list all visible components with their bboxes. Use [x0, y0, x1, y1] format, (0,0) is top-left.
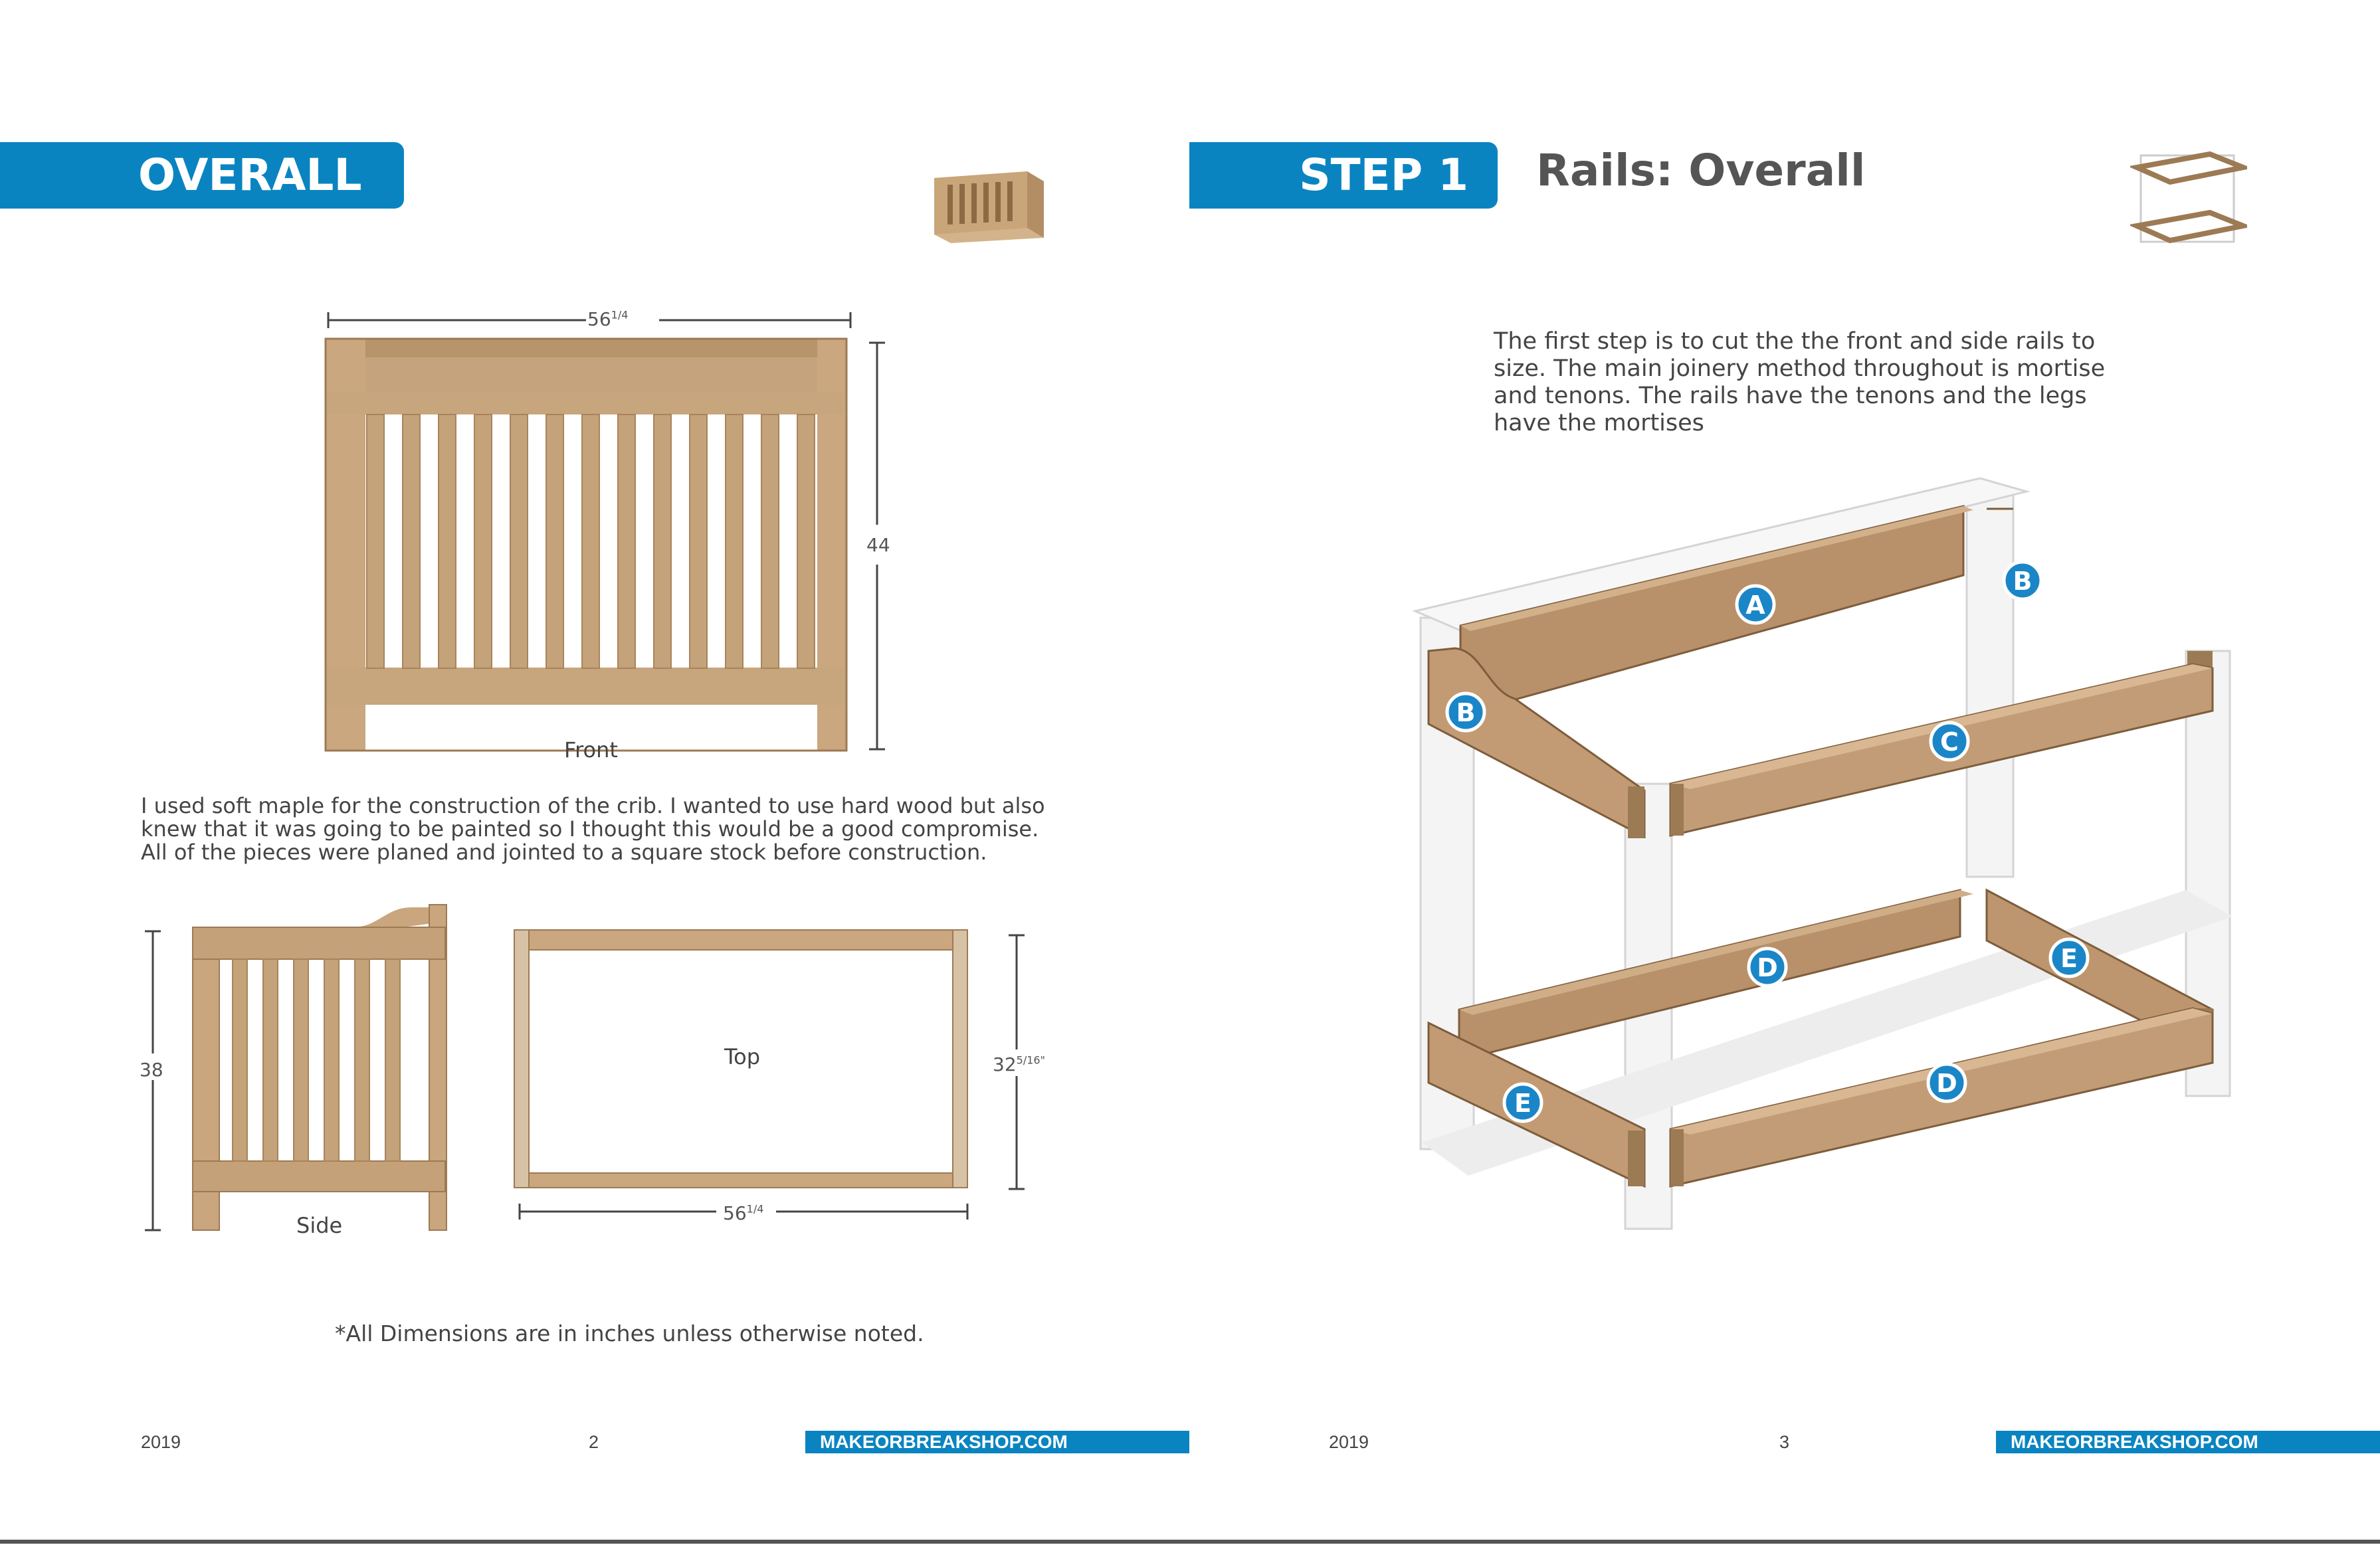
paragraph-line: The first step is to cut the the front and side rails to: [1494, 328, 2096, 355]
paragraph-line: and tenons. The rails have the tenons and the legs: [1494, 383, 2087, 409]
top-view-caption: Top: [724, 1044, 760, 1069]
front-width-dimension: $56^{1/4}$: [587, 308, 629, 330]
part-label-c: [1931, 723, 1968, 760]
part-label-d-front: [1928, 1064, 1965, 1101]
rails-assembly-drawing: [1349, 452, 2259, 1255]
step-title: Rails: Overall: [1536, 145, 1866, 196]
paragraph-line: size. The main joinery method throughout is mortise: [1494, 355, 2106, 382]
part-label-e-right: [2050, 939, 2088, 976]
rails-thumbnail-image: [2130, 147, 2247, 260]
svg-text:E: E: [1514, 1089, 1532, 1118]
bottom-divider: [0, 1540, 2380, 1544]
section-banner-step: [1189, 142, 1498, 209]
svg-text:A: A: [1745, 591, 1765, 620]
crib-thumbnail-image: [928, 151, 1047, 244]
part-label-b-right: [2004, 562, 2041, 599]
materials-paragraph: I used soft maple for the construction of the crib. I wanted to use hard wood but also knew that it was going to be painted so I thought this would be a good compromise. All of the pieces were planed and jointed to a square stock before construction.: [141, 793, 1045, 865]
footer-site-link[interactable]: MAKEORBREAKSHOP.COM: [805, 1431, 1189, 1453]
paragraph-line: have the mortises: [1494, 410, 1704, 436]
banner-title: OVERALL: [138, 149, 362, 201]
part-label-d-back: [1749, 949, 1786, 986]
part-label-e-left: [1504, 1084, 1541, 1121]
side-height-dimension: 38: [140, 1059, 163, 1081]
top-width-dimension: $56^{1/4}$: [723, 1202, 764, 1224]
svg-text:D: D: [1757, 953, 1778, 982]
front-view-drawing: [312, 306, 910, 771]
svg-text:D: D: [1936, 1069, 1957, 1098]
top-depth-dimension: $32^{5/16"}$: [993, 1053, 1045, 1075]
svg-text:B: B: [1456, 698, 1476, 727]
svg-text:E: E: [2060, 944, 2078, 973]
footer-page-number: 3: [1779, 1432, 1790, 1452]
footer-page-number: 2: [589, 1432, 599, 1452]
banner-title: STEP 1: [1299, 149, 1468, 201]
section-banner-overall: [0, 142, 404, 209]
svg-text:C: C: [1940, 727, 1959, 757]
footer-year: 2019: [1329, 1432, 1369, 1452]
footer-site-link[interactable]: MAKEORBREAKSHOP.COM: [1996, 1431, 2380, 1453]
front-view-caption: Front: [564, 737, 618, 763]
part-label-a: [1737, 586, 1774, 623]
footer-year: 2019: [141, 1432, 181, 1452]
svg-text:B: B: [2013, 567, 2033, 596]
part-label-b-left: [1447, 693, 1484, 731]
side-view-drawing: [133, 890, 465, 1235]
dimensions-note: *All Dimensions are in inches unless otherwise noted.: [335, 1320, 924, 1346]
step-paragraph: [1494, 328, 2105, 437]
side-view-caption: Side: [296, 1213, 343, 1238]
top-view-drawing: [505, 923, 1063, 1229]
front-height-dimension: 44: [866, 534, 890, 556]
